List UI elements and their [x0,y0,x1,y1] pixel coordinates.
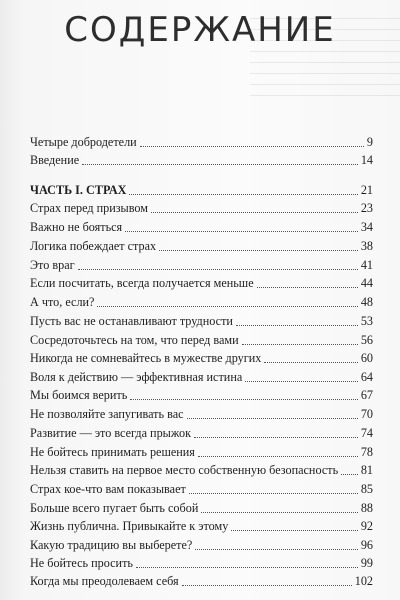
toc-entry-title: Не бойтесь принимать решения [30,445,195,459]
toc-page-number: 56 [360,333,373,347]
leader-dots [245,381,358,382]
leader-dots [136,567,358,568]
leader-dots [198,456,358,457]
toc-entry-title: Не позволяйте запугивать вас [30,407,184,421]
toc-entry-title: Когда мы преодолеваем себя [30,574,179,588]
leader-dots [242,344,358,345]
toc-entry-title: Жизнь публична. Привыкайте к этому [30,519,229,533]
toc-page-number: 64 [360,370,373,384]
toc-entry-title: Воля к действию — эффективная истина [30,370,243,384]
toc-part-heading [30,182,373,198]
leader-dots [130,399,358,400]
toc-entry [30,257,373,273]
toc-page-number: 9 [366,135,373,149]
leader-dots [195,549,358,550]
leader-dots [201,512,357,513]
toc-entry [30,313,373,329]
toc-page-number: 81 [360,463,373,477]
toc-entry [30,350,373,366]
leader-dots [182,585,352,586]
toc-page-number: 102 [354,574,373,588]
leader-dots [97,306,357,307]
leader-dots [231,530,357,531]
toc-page-number: 85 [360,482,373,496]
toc-entry [30,238,373,254]
toc-page-number: 41 [360,258,373,272]
toc-page-number: 70 [360,407,373,421]
toc-entry [30,200,373,216]
toc-entry-title: Страх перед призывом [30,201,148,215]
toc-entry [30,275,373,291]
toc-entry-title: Это враг [30,258,75,272]
toc-page-number: 53 [360,314,373,328]
toc-page-number: 67 [360,388,373,402]
toc-entry [30,500,373,516]
leader-dots [82,164,358,165]
toc-entry [30,332,373,348]
toc-entry [30,294,373,310]
toc-entry-title: Нельзя ставить на первое место собственную безопасность [30,463,339,477]
toc-page-number: 88 [360,501,373,515]
leader-dots [187,418,358,419]
toc-entry-title: Страх кое-что вам показывает [30,482,186,496]
page-title: СОДЕРЖАНИЕ [64,10,336,50]
toc-entry [30,387,373,403]
toc-entry-title: Какую традицию вы выберете? [30,538,193,552]
toc-entry-title: Больше всего пугает быть собой [30,501,199,515]
leader-dots [236,325,358,326]
toc-entry-four-virtues [30,134,373,150]
toc-entry-title: Мы боимся верить [30,388,128,402]
leader-dots [140,146,364,147]
toc-entry-title: А что, если? [30,295,95,309]
toc-entry [30,369,373,385]
toc-entry [30,406,373,422]
toc-page-number: 96 [360,538,373,552]
toc-entry [30,537,373,553]
toc-entry [30,573,373,589]
toc-page-number: 44 [360,276,373,290]
part-title: ЧАСТЬ I. СТРАХ [30,183,127,197]
toc-entry-title: Логика побеждает страх [30,239,157,253]
toc-page-number: 38 [360,239,373,253]
toc-entry-title: Никогда не сомневайтесь в мужестве других [30,351,262,365]
table-of-contents [30,0,373,600]
toc-entry-title: Если посчитать, всегда получается меньше [30,276,254,290]
leader-dots [194,437,358,438]
toc-entry [30,481,373,497]
toc-page-number: 92 [360,519,373,533]
leader-dots [257,287,358,288]
toc-entry-title: Развитие — это всегда прыжок [30,426,191,440]
toc-page-number: 21 [360,183,373,197]
toc-entry [30,425,373,441]
toc-entry-title: Важно не бояться [30,220,123,234]
toc-entry-introduction [30,152,373,168]
toc-page-number: 74 [360,426,373,440]
toc-page-number: 60 [360,351,373,365]
toc-entry [30,444,373,460]
toc-entry-title: Введение [30,153,80,167]
toc-entry-title: Не бойтесь просить [30,556,133,570]
toc-entry-title: Пусть вас не останавливают трудности [30,314,233,328]
toc-page-number: 48 [360,295,373,309]
toc-entry [30,219,373,235]
toc-entry-title: Сосредоточьтесь на том, что перед вами [30,333,239,347]
toc-page-number: 99 [360,556,373,570]
toc-page-number: 23 [360,201,373,215]
toc-entry-title: Четыре добродетели [30,135,137,149]
leader-dots [159,250,358,251]
leader-dots [264,362,357,363]
leader-dots [78,269,358,270]
toc-entry [30,518,373,534]
toc-page-number: 78 [360,445,373,459]
leader-dots [151,212,358,213]
toc-page-number: 14 [360,153,373,167]
toc-page-number: 34 [360,220,373,234]
toc-entry [30,555,373,571]
leader-dots [125,231,358,232]
toc-entry [30,462,373,478]
leader-dots [189,493,358,494]
leader-dots [129,194,357,195]
leader-dots [341,474,358,475]
